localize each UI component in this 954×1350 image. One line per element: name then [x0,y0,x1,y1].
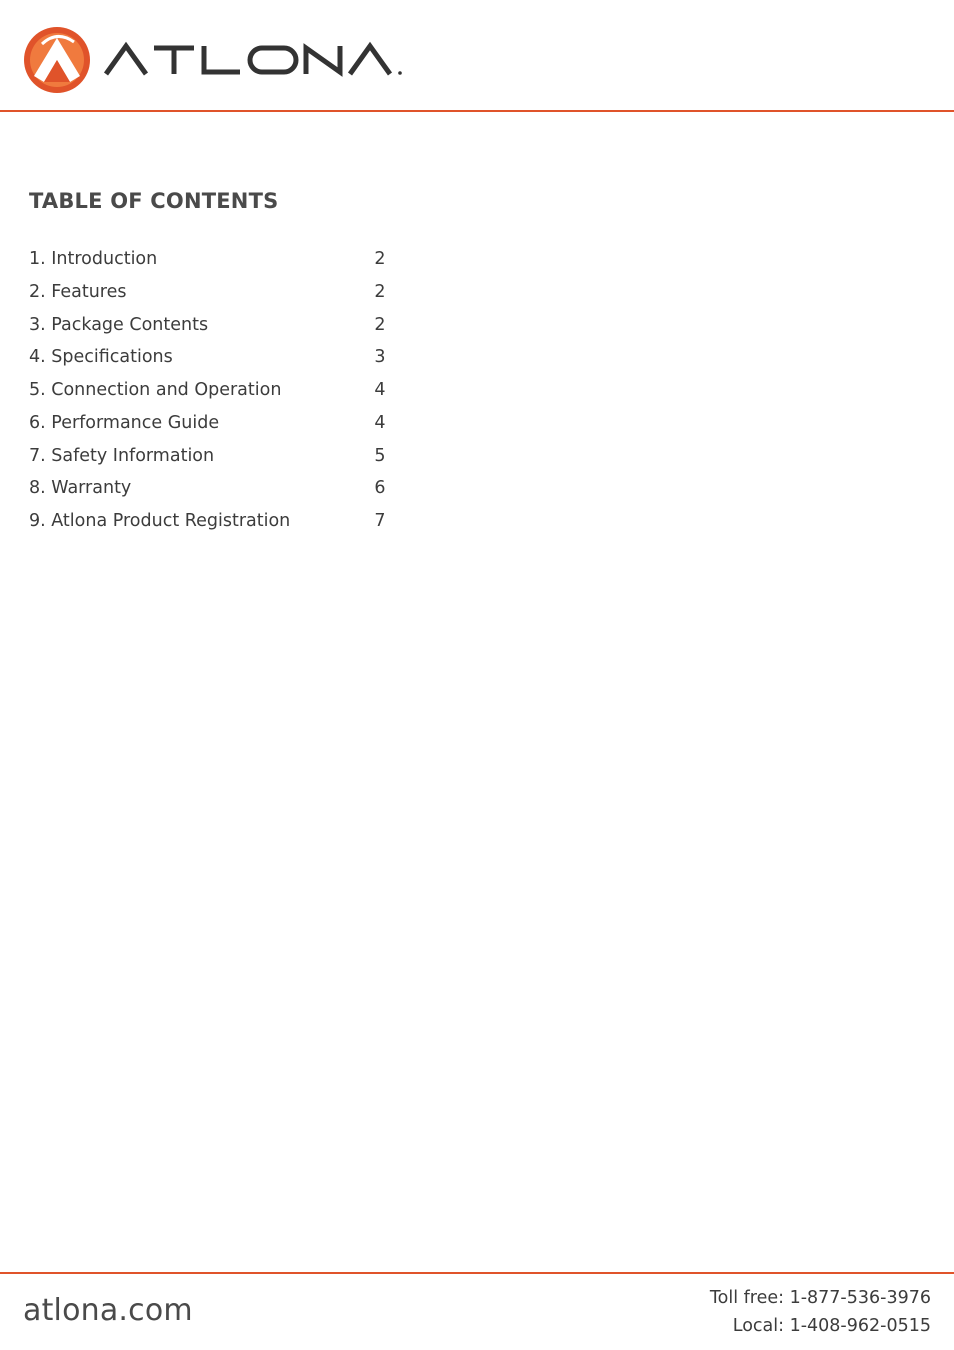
toc-item-label: 3. Package Contents [29,314,209,335]
toc-item-page: 3 [374,347,386,368]
footer-website[interactable]: atlona.com [23,1293,193,1328]
toc-item-page: 6 [374,478,386,499]
toc-list [29,246,389,541]
header-divider [0,110,954,112]
toc-item[interactable] [29,508,389,541]
footer-divider [0,1272,954,1274]
toc-item[interactable] [29,475,389,508]
toc-heading: TABLE OF CONTENTS [29,189,279,213]
atlona-wordmark [106,46,390,74]
toc-item[interactable] [29,279,389,312]
page-header [0,0,954,112]
toc-item[interactable] [29,377,389,410]
footer-contact [710,1284,931,1340]
toc-item-label: 2. Features [29,281,127,302]
toll-free-number: Toll free: 1-877-536-3976 [709,1288,931,1308]
toc-item-label: 7. Safety Information [29,445,215,466]
atlona-a-logo-icon [24,27,90,93]
toc-item-label: 6. Performance Guide [29,412,220,433]
toc-item-page: 5 [374,445,386,466]
toc-item-page: 4 [374,412,386,433]
toc-item-label: 1. Introduction [29,249,158,269]
toc-item[interactable] [29,246,389,279]
atlona-logo [22,24,442,96]
toc-item[interactable] [29,410,389,443]
toc-item-label: 9. Atlona Product Registration [29,511,291,531]
toc-item-page: 7 [374,511,386,531]
toc-item[interactable] [29,344,389,377]
local-number: Local: 1-408-962-0515 [732,1316,931,1336]
toc-item-label: 8. Warranty [29,478,132,499]
toc-item-label: 5. Connection and Operation [29,380,282,400]
toc-item-page: 4 [374,380,386,400]
toc-item-page: 2 [374,314,386,335]
toc-item[interactable] [29,443,389,476]
toc-item-label: 4. Specifications [29,347,173,368]
toc-item-page: 2 [374,281,386,302]
toc-item[interactable] [29,312,389,345]
toc-item-page: 2 [374,249,386,269]
